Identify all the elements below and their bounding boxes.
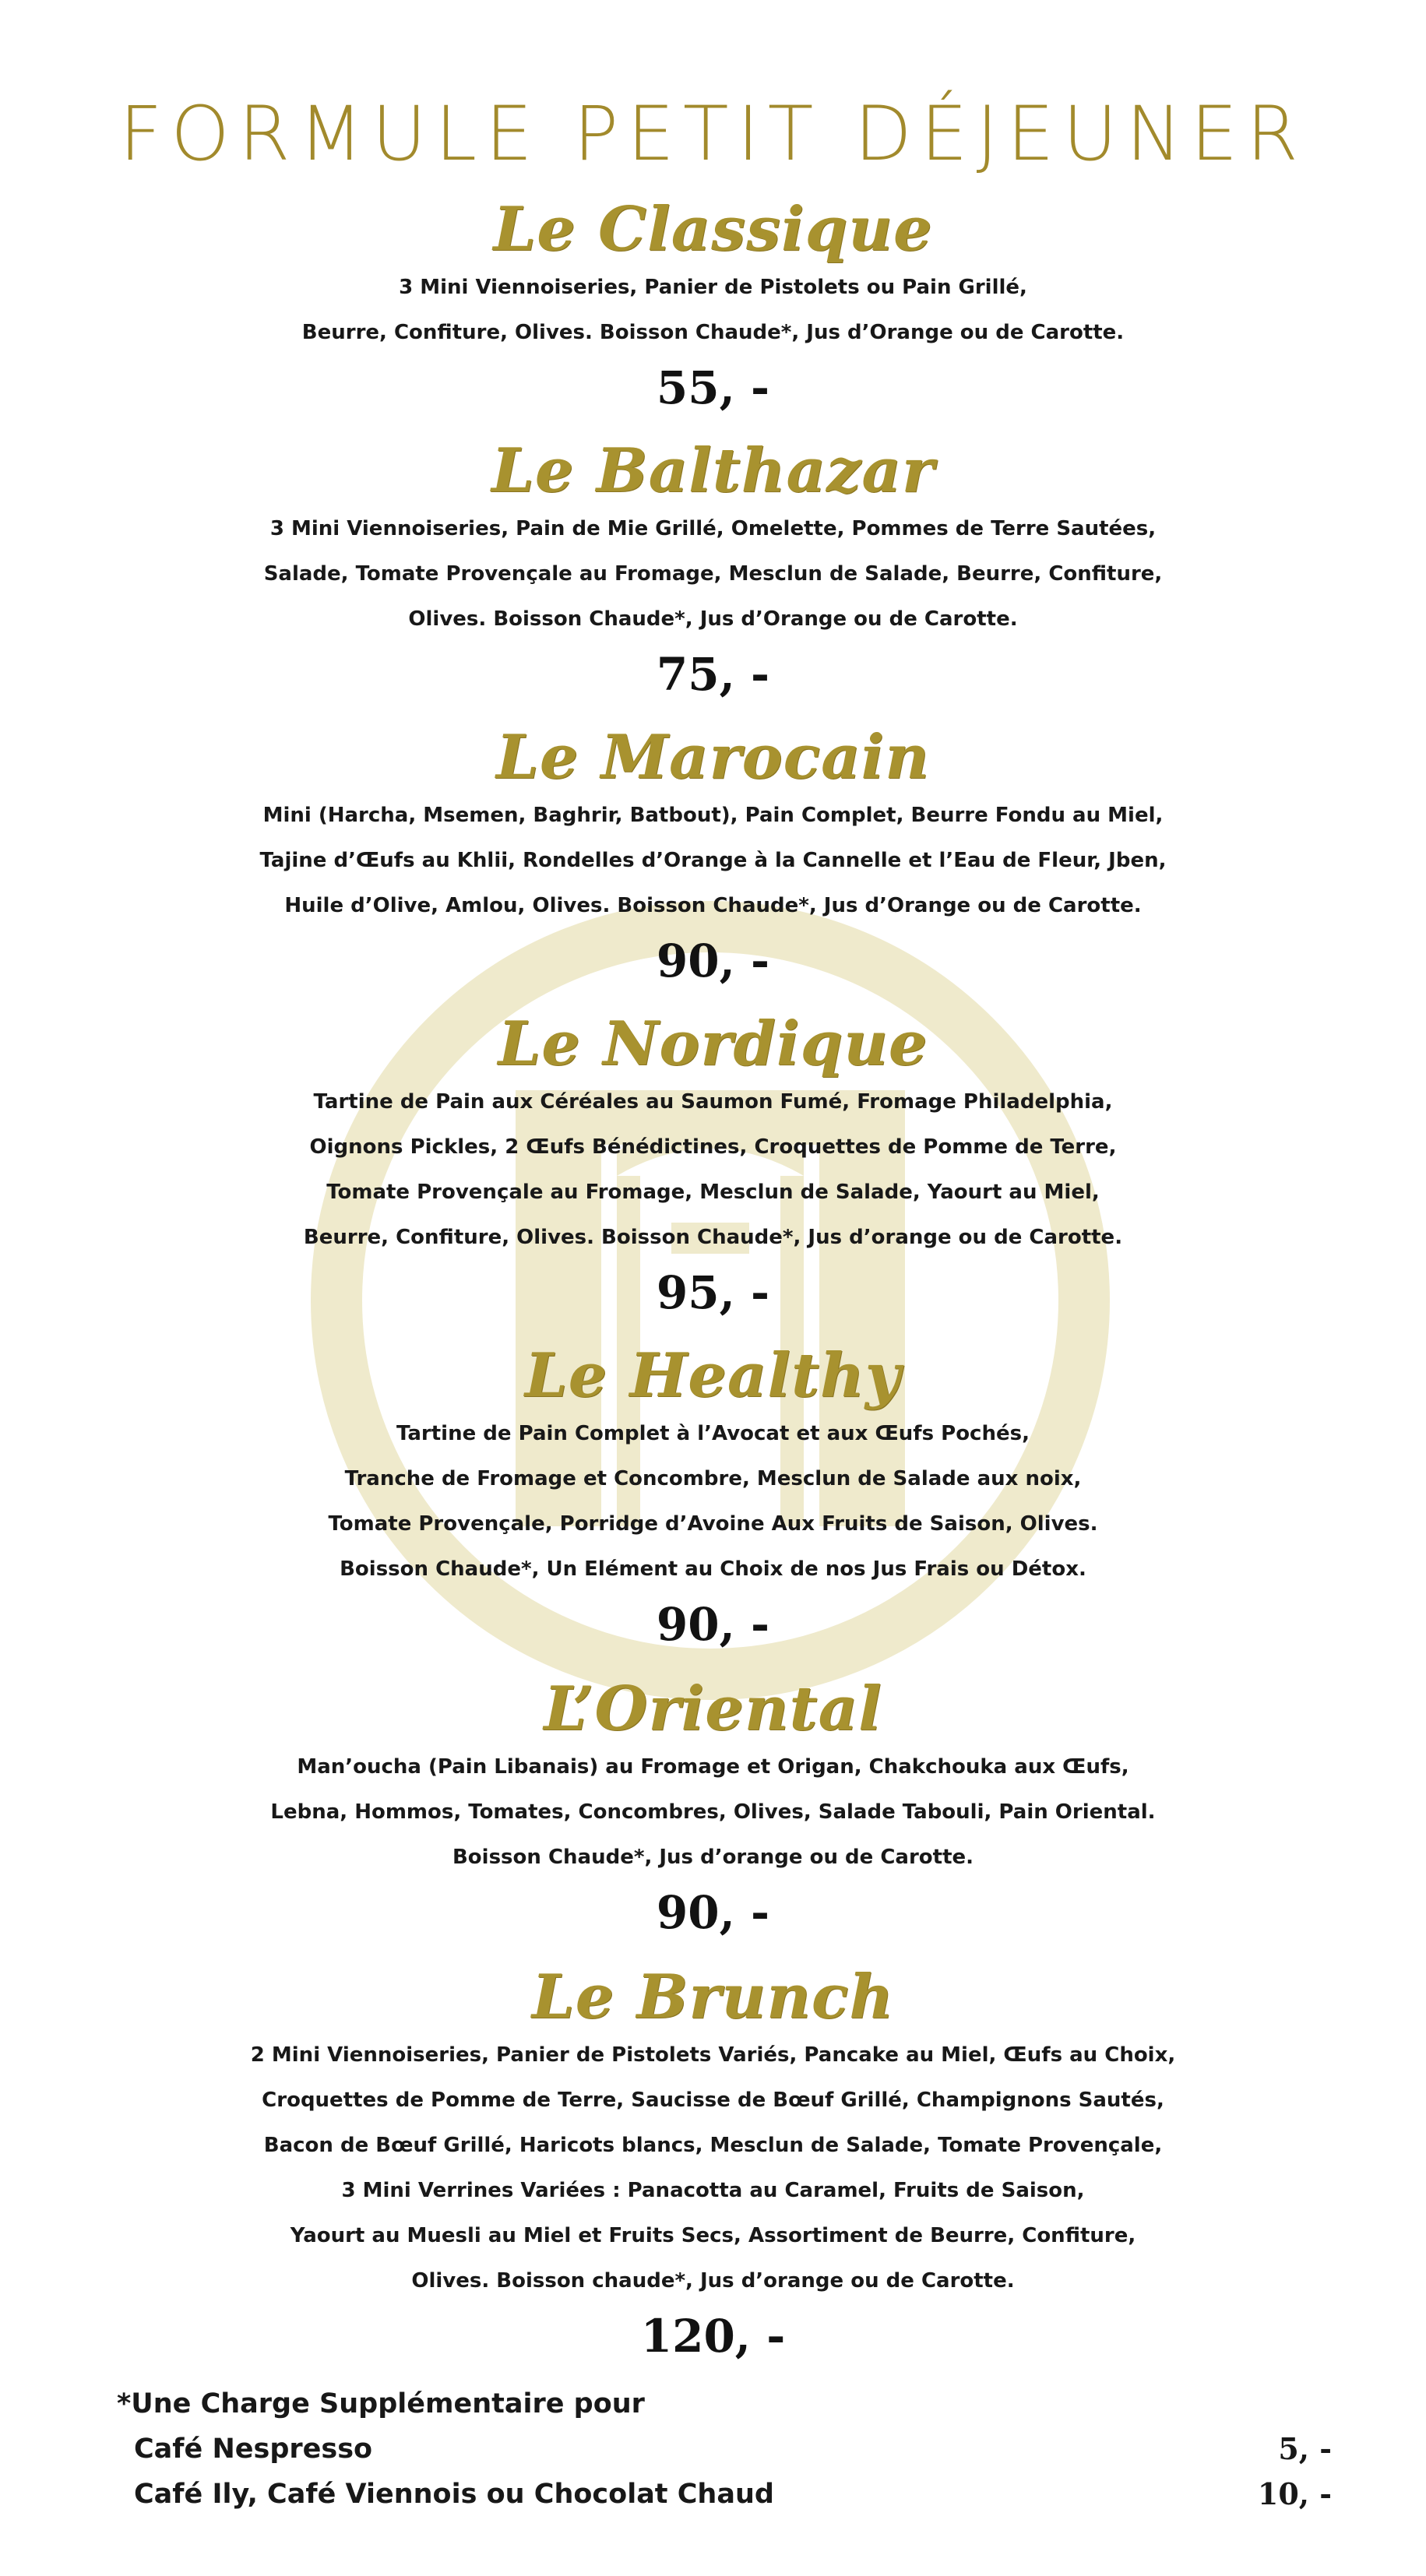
section-description-line: Boisson Chaude*, Jus d’orange ou de Carotte.: [452, 1846, 974, 1869]
section-title: Le Balthazar: [491, 435, 935, 506]
menu-section: [0, 1674, 1426, 1942]
section-title: L’Oriental: [544, 1673, 882, 1744]
section-description-line: 2 Mini Viennoiseries, Panier de Pistolets Variés, Pancake au Miel, Œufs au Choix,: [250, 2043, 1176, 2067]
section-description-line: Salade, Tomate Provençale au Fromage, Mesclun de Salade, Beurre, Confiture,: [263, 562, 1163, 586]
section-price: 95, -: [656, 1266, 770, 1319]
section-price: 55, -: [656, 361, 770, 414]
menu-section: [0, 195, 1426, 417]
section-title: Le Brunch: [531, 1962, 895, 2032]
section-description-line: Olives. Boisson chaude*, Jus d’orange ou de Carotte.: [411, 2269, 1015, 2293]
menu-section: [0, 723, 1426, 991]
extra-item: [117, 2472, 1332, 2517]
section-description-line: Tomate Provençale, Porridge d’Avoine Aux Fruits de Saison, Olives.: [328, 1512, 1098, 1536]
section-description-line: Tomate Provençale au Fromage, Mesclun de Salade, Yaourt au Miel,: [326, 1181, 1100, 1204]
section-description-line: Tranche de Fromage et Concombre, Mesclun de Salade aux noix,: [344, 1467, 1082, 1490]
menu-sections: [0, 195, 1426, 2366]
section-price: 90, -: [656, 1886, 770, 1939]
section-description-line: Tartine de Pain Complet à l’Avocat et aux Œufs Pochés,: [396, 1422, 1030, 1445]
section-description-line: Lebna, Hommos, Tomates, Concombres, Olives, Salade Tabouli, Pain Oriental.: [270, 1800, 1156, 1824]
section-description-line: 3 Mini Viennoiseries, Pain de Mie Grillé, Omelette, Pommes de Terre Sautées,: [269, 517, 1157, 540]
section-description-line: Croquettes de Pomme de Terre, Saucisse de Bœuf Grillé, Champignons Sautés,: [262, 2089, 1164, 2112]
section-title: Le Nordique: [498, 1008, 928, 1079]
section-description-line: Oignons Pickles, 2 Œufs Bénédictines, Croquettes de Pomme de Terre,: [309, 1135, 1117, 1159]
section-description-line: Yaourt au Muesli au Miel et Fruits Secs, Assortiment de Beurre, Confiture,: [290, 2224, 1136, 2247]
section-price: 120, -: [640, 2310, 786, 2363]
section-description-line: Olives. Boisson Chaude*, Jus d’Orange ou de Carotte.: [408, 607, 1018, 631]
section-price: 90, -: [656, 934, 770, 987]
section-price: 75, -: [656, 648, 770, 701]
section-description-line: Tajine d’Œufs au Khlii, Rondelles d’Orange à la Cannelle et l’Eau de Fleur, Jben,: [259, 849, 1167, 872]
menu-section: [0, 1341, 1426, 1654]
menu-section: [0, 1962, 1426, 2366]
section-title: Le Classique: [493, 194, 933, 265]
section-description-line: Beurre, Confiture, Olives. Boisson Chaude*, Jus d’Orange ou de Carotte.: [301, 321, 1125, 344]
section-description-line: Mini (Harcha, Msemen, Baghrir, Batbout), Pain Complet, Beurre Fondu au Miel,: [262, 804, 1164, 827]
section-description-line: Huile d’Olive, Amlou, Olives. Boisson Chaude*, Jus d’Orange ou de Carotte.: [284, 894, 1142, 917]
section-description-line: Beurre, Confiture, Olives. Boisson Chaude*, Jus d’orange ou de Carotte.: [303, 1226, 1123, 1249]
page-title: FORMULE PETIT DÉJEUNER: [119, 90, 1307, 178]
extra-item-price: 5, -: [1278, 2431, 1332, 2466]
section-description-line: Bacon de Bœuf Grillé, Haricots blancs, Mesclun de Salade, Tomate Provençale,: [263, 2134, 1163, 2157]
extra-item-label: Café Nespresso: [134, 2433, 373, 2465]
section-price: 90, -: [656, 1598, 770, 1651]
footnote: [117, 2381, 1332, 2517]
section-description-line: Man’oucha (Pain Libanais) au Fromage et Origan, Chakchouka aux Œufs,: [297, 1755, 1129, 1779]
menu-section: [0, 436, 1426, 704]
footnote-title: *Une Charge Supplémentaire pour: [117, 2388, 645, 2419]
menu-section: [0, 1009, 1426, 1322]
extra-item: [117, 2426, 1332, 2472]
section-title: Le Marocain: [496, 722, 930, 793]
section-title: Le Healthy: [524, 1340, 902, 1411]
extra-item-price: 10, -: [1257, 2476, 1332, 2511]
extra-item-label: Café Ily, Café Viennois ou Chocolat Chaud: [134, 2479, 774, 2510]
section-description-line: Boisson Chaude*, Un Elément au Choix de nos Jus Frais ou Détox.: [340, 1557, 1086, 1581]
section-description-line: Tartine de Pain aux Céréales au Saumon Fumé, Fromage Philadelphia,: [313, 1090, 1113, 1114]
section-description-line: 3 Mini Viennoiseries, Panier de Pistolets ou Pain Grillé,: [399, 276, 1027, 299]
section-description-line: 3 Mini Verrines Variées : Panacotta au Caramel, Fruits de Saison,: [341, 2179, 1085, 2202]
